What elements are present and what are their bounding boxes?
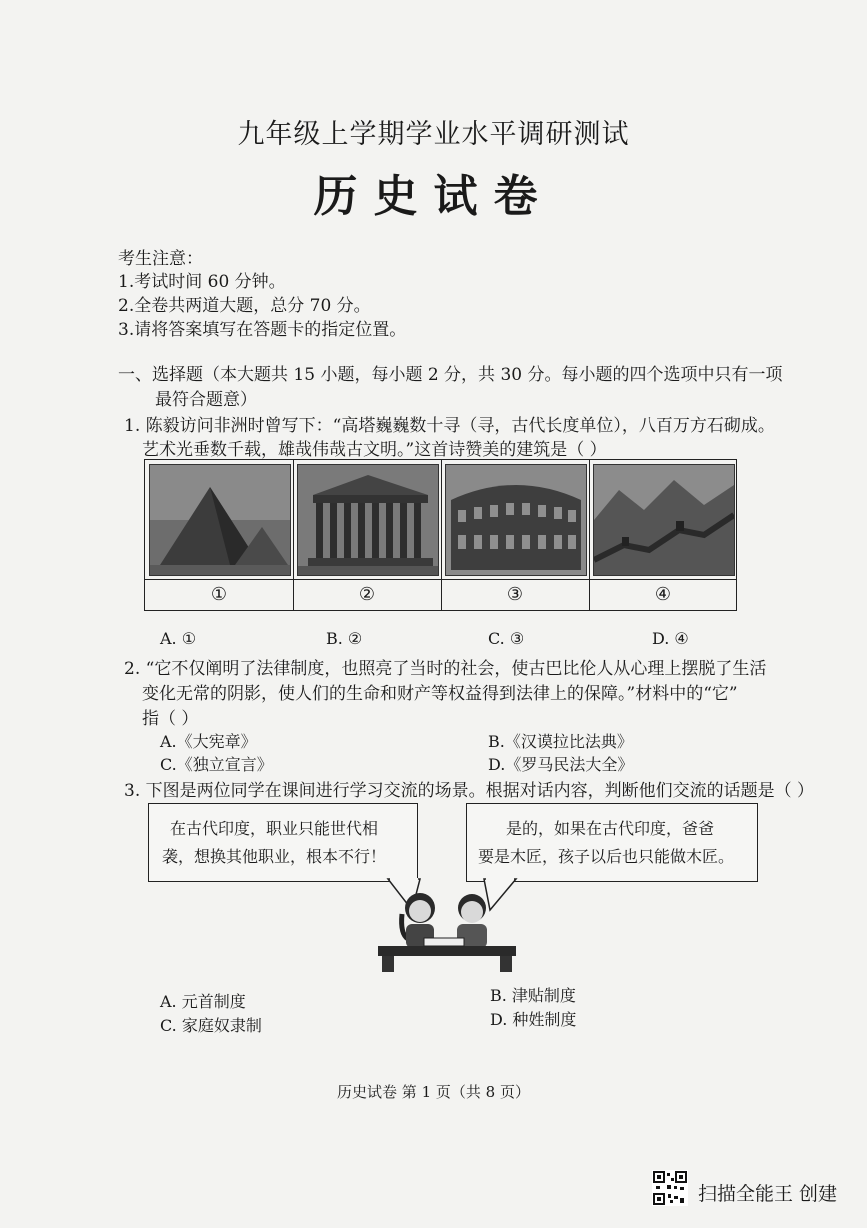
bubble-left-text: 在古代印度，职业只能世代相 — [170, 819, 379, 838]
notice-item: 3.请将答案填写在答题卡的指定位置。 — [118, 320, 407, 340]
pyramid-photo — [149, 464, 291, 576]
option-d: D. 种姓制度 — [490, 1010, 577, 1029]
option-b: B.《汉谟拉比法典》 — [488, 732, 633, 751]
option-c: C. 家庭奴隶制 — [160, 1016, 262, 1035]
bubble-right-text: 要是木匠，孩子以后也只能做木匠。 — [478, 847, 735, 866]
question-1-text: 1. 陈毅访问非洲时曾写下：“高塔巍巍数十寻（寻，古代长度单位），八百万方石砌成。 — [124, 416, 775, 436]
question-2-text-cont: 指（ ） — [142, 709, 199, 729]
bubble-right-text: 是的，如果在古代印度，爸爸 — [506, 819, 715, 838]
option-c: C. ③ — [488, 629, 525, 648]
option-d: D.《罗马民法大全》 — [488, 755, 634, 774]
option-b: B. ② — [326, 629, 363, 648]
parthenon-photo — [297, 464, 439, 576]
image-label: ④ — [654, 584, 672, 605]
bubble-left-text: 袭，想换其他职业，根本不行！ — [162, 847, 387, 866]
option-a: A. ① — [160, 629, 197, 648]
option-a: A.《大宪章》 — [160, 732, 257, 751]
question-1-image-table — [144, 459, 737, 611]
image-label: ③ — [506, 584, 524, 605]
option-c: C.《独立宣言》 — [160, 755, 273, 774]
section-heading: 一、选择题（本大题共 15 小题，每小题 2 分，共 30 分。每小题的四个选项中只有一项 — [118, 365, 783, 385]
exam-subtitle: 九年级上学期学业水平调研测试 — [237, 119, 630, 150]
notice-item: 2.全卷共两道大题，总分 70 分。 — [118, 296, 371, 316]
question-3-text: 3. 下图是两位同学在课间进行学习交流的场景。根据对话内容，判断他们交流的话题是（ ） — [124, 781, 815, 801]
scanner-watermark: 扫描全能王 创建 — [698, 1183, 838, 1205]
students-illustration — [372, 884, 522, 974]
question-2-text-cont: 变化无常的阴影，使人们的生命和财产等权益得到法律上的保障。”材料中的“它” — [142, 684, 738, 704]
page-footer: 历史试卷 第 1 页（共 8 页） — [337, 1083, 530, 1101]
great-wall-photo — [593, 464, 735, 576]
notice-item: 1.考试时间 60 分钟。 — [118, 272, 286, 292]
option-b: B. 津贴制度 — [490, 986, 576, 1005]
exam-title: 历史试卷 — [313, 171, 554, 222]
colosseum-photo — [445, 464, 587, 576]
image-label: ① — [210, 584, 228, 605]
option-a: A. 元首制度 — [160, 992, 246, 1011]
question-1-text-cont: 艺术光垂数千载，雄哉伟哉古文明。”这首诗赞美的建筑是（ ） — [142, 440, 607, 460]
section-heading-cont: 最符合题意） — [155, 390, 257, 410]
option-d: D. ④ — [652, 629, 689, 648]
question-2-text: 2. “它不仅阐明了法律制度，也照亮了当时的社会，使古巴比伦人从心理上摆脱了生活 — [124, 659, 767, 679]
image-label: ② — [358, 584, 376, 605]
notice-heading: 考生注意： — [118, 249, 203, 269]
qr-code-icon — [652, 1170, 688, 1206]
